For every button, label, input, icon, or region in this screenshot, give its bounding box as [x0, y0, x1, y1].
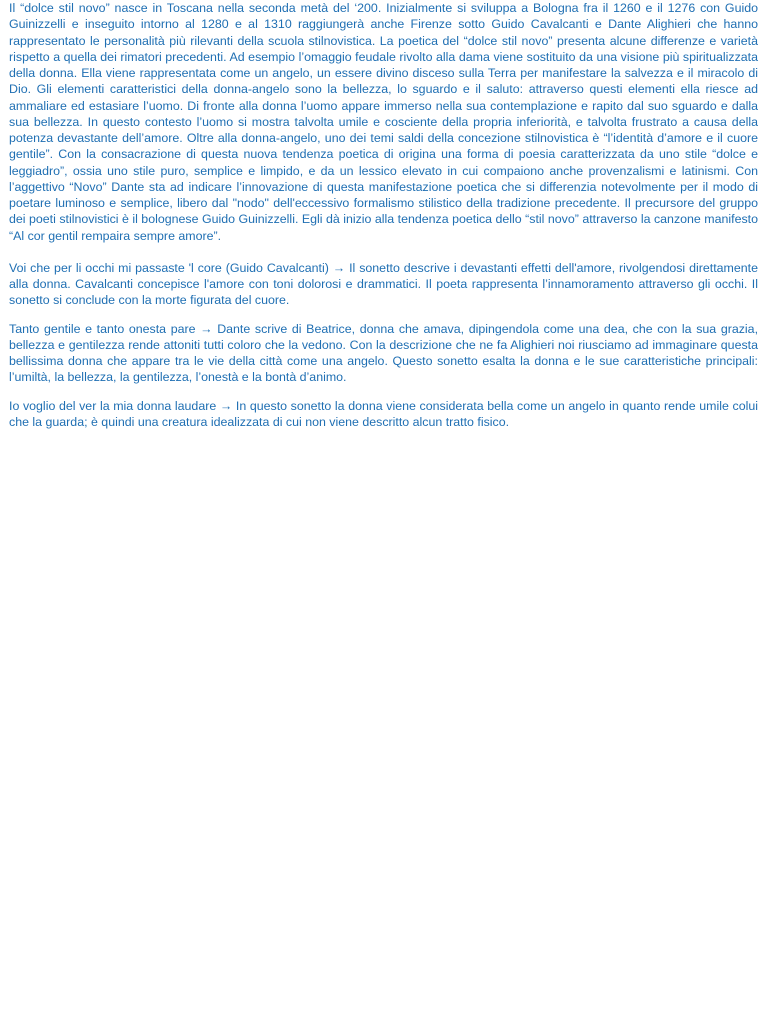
sonnet-paragraph-cavalcanti [9, 260, 758, 309]
sonnet-title: Tanto gentile e tanto onesta pare → [9, 321, 218, 336]
sonnet-title: Voi che per li occhi mi passaste 'l core (Guido Cavalcanti) → [9, 260, 350, 275]
document-page [9, 0, 758, 442]
sonnet-paragraph-tanto-gentile [9, 321, 758, 386]
sonnet-description: Dante scrive di Beatrice, donna che amava, dipingendola come una dea, che con la sua grazia, bellezza e gentilezza rende attoniti tutti coloro che la vedono. Con la descrizione che ne fa Alighieri noi riusciamo ad immaginare questa bellissima donna che appare tra le vie della città come una angelo. Questo sonetto esalta la donna e le sue caratteristiche principali: l’umiltà, la bellezza, la gentilezza, l’onestà e la bontà d’animo. [9, 321, 759, 385]
sonnet-title: Io voglio del ver la mia donna laudare → [9, 398, 236, 413]
intro-paragraph: Il “dolce stil novo” nasce in Toscana nella seconda metà del ‘200. Inizialmente si sviluppa a Bologna fra il 1260 e il 1276 con Guido Guinizzelli e inseguito intorno al 1280 e al 1310 raggiungerà anche Firenze sotto Guido Cavalcanti e Dante Alighieri che hanno rappresentato le personalità più rilevanti della scuola stilnovistica. La poetica del “dolce stil novo” presenta alcune differenze e varietà rispetto a quella dei rimatori precedenti. Ad esempio l’omaggio feudale rivolto alla dama viene sostituito da una visione più spiritualizzata della donna. Ella viene rappresentata come un angelo, un essere divino disceso sulla Terra per manifestare la salvezza e il miracolo di Dio. Gli elementi caratteristici della donna-angelo sono la bellezza, lo sguardo e il saluto: attraverso questi elementi ella riesce ad ammaliare ed estasiare l’uomo. Di fronte alla donna l’uomo appare immerso nella sua contemplazione e rapito dal suo sguardo e dalla sua bellezza. In questo contesto l’uomo si mostra talvolta umile e cosciente della propria inferiorità, e talvolta frustrato a causa della potenza devastante dell’amore. Oltre alla donna-angelo, uno dei temi saldi della concezione stilnovistica è “l’identità d’amore e il cuore gentile”. Con la consacrazione di questa nuova tendenza poetica di origina una forma di poesia caratterizzata da uno stile “dolce e leggiadro”, ossia uno stile puro, semplice e limpido, e da un lessico elevato in cui compaiono anche provenzalismi e latinismi. Con l’aggettivo “Novo” Dante sta ad indicare l’innovazione di questa manifestazione poetica che si differenzia notevolmente per il modo di poetare luminoso e semplice, libero dal "nodo" dell'eccessivo formalismo stilistico della tradizione precedente. Il precursore del gruppo dei poeti stilnovistici è il bolognese Guido Guinizzelli. Egli dà inizio alla tendenza poetica dello “stil novo” attraverso la canzone manifesto “Al cor gentil rempaira sempre amore”. [9, 1, 758, 243]
sonnet-description: In questo sonetto la donna viene considerata bella come un angelo in quanto rende umile colui che la guarda; è quindi una creatura idealizzata di cui non viene descritto alcun tratto fisico. [9, 398, 758, 429]
sonnet-description: Il sonetto descrive i devastanti effetti dell'amore, rivolgendosi direttamente alla donna. Cavalcanti concepisce l'amore con toni dolorosi e drammatici. Il poeta rappresenta l’innamoramento attraverso gli occhi. Il sonetto si conclude con la morte figurata del cuore. [9, 260, 758, 308]
sonnet-paragraph-io-voglio [9, 398, 758, 431]
